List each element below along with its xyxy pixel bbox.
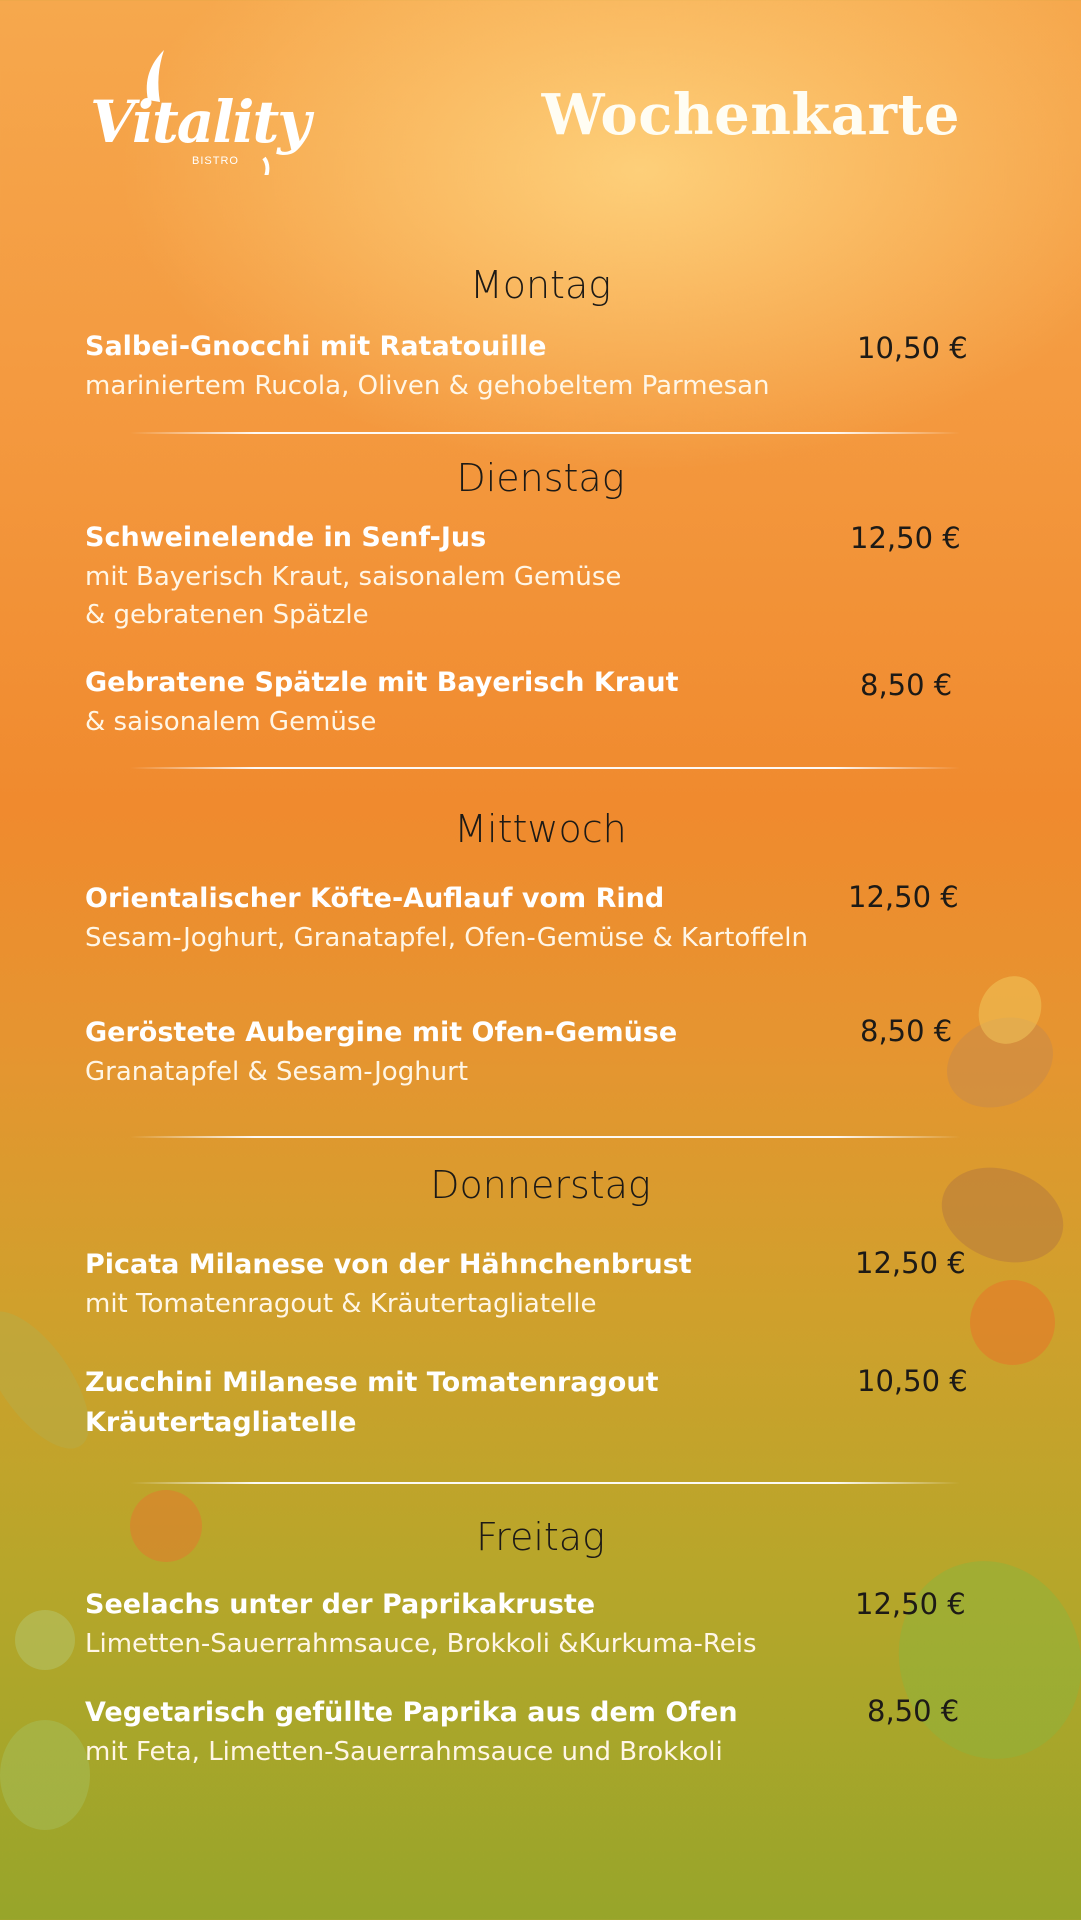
brand-logo [78,50,309,175]
lettuce-decoration [0,1720,90,1830]
dish-price: 12,50 € [848,880,959,914]
dish-desc: Sesam-Joghurt, Granatapfel, Ofen-Gemüse & Kartoffeln [85,923,808,953]
dish-price: 12,50 € [855,1587,966,1621]
dish-name: Picata Milanese von der Hähnchenbrust [85,1249,692,1280]
dish-item [85,1013,845,1091]
dish-item [85,1693,845,1771]
day-heading-freitag: Freitag [476,1515,605,1559]
tomato-decoration [970,1280,1055,1365]
divider [130,1482,960,1484]
dish-item [85,1363,845,1443]
dish-name: Salbei-Gnocchi mit Ratatouille [85,331,547,362]
dish-name-line2: Kräutertagliatelle [85,1407,357,1438]
dish-item [85,518,845,634]
dish-item [85,1585,845,1663]
dish-name: Geröstete Aubergine mit Ofen-Gemüse [85,1017,678,1048]
cucumber-decoration [15,1610,75,1670]
divider [130,767,960,769]
day-heading-dienstag: Dienstag [456,456,625,500]
dish-desc: Limetten-Sauerrahmsauce, Brokkoli &Kurkuma-Reis [85,1629,757,1659]
day-heading-montag: Montag [469,263,612,307]
dish-item [85,879,845,957]
dish-desc: Granatapfel & Sesam-Joghurt [85,1057,469,1087]
divider [130,1136,960,1138]
page-title: Wochenkarte [541,82,960,148]
dish-name: Schweinelende in Senf-Jus [85,522,487,553]
dish-price: 8,50 € [860,668,953,702]
dish-item [85,327,845,405]
day-heading-donnerstag: Donnerstag [430,1163,651,1207]
dish-desc: mit Tomatenragout & Kräutertagliatelle [85,1289,597,1319]
dish-name: Vegetarisch gefüllte Paprika aus dem Ofen [85,1697,738,1728]
brand-name: Vitality [90,88,309,156]
dish-desc: mit Feta, Limetten-Sauerrahmsauce und Brokkoli [85,1737,723,1767]
day-heading-mittwoch: Mittwoch [454,807,627,851]
brand-sub: BISTRO [192,155,239,167]
dish-price: 12,50 € [850,521,961,555]
dish-desc: & gebratenen Spätzle [85,600,369,630]
dish-desc: mit Bayerisch Kraut, saisonalem Gemüse [85,562,622,592]
dish-desc: mariniertem Rucola, Oliven & gehobeltem Parmesan [85,371,770,401]
dish-name: Orientalischer Köfte-Auflauf vom Rind [85,883,665,914]
divider [130,432,960,434]
dish-price: 10,50 € [857,331,968,365]
dish-desc: & saisonalem Gemüse [85,707,377,737]
dish-price: 8,50 € [860,1014,953,1048]
dish-name: Zucchini Milanese mit Tomatenragout [85,1367,659,1398]
dish-price: 12,50 € [855,1246,966,1280]
dish-name: Gebratene Spätzle mit Bayerisch Kraut [85,667,679,698]
dish-item [85,663,845,741]
dish-item [85,1245,845,1323]
basil-decoration [871,1535,1081,1785]
dish-price: 10,50 € [857,1364,968,1398]
dish-name: Seelachs unter der Paprikakruste [85,1589,596,1620]
dish-price: 8,50 € [867,1694,960,1728]
